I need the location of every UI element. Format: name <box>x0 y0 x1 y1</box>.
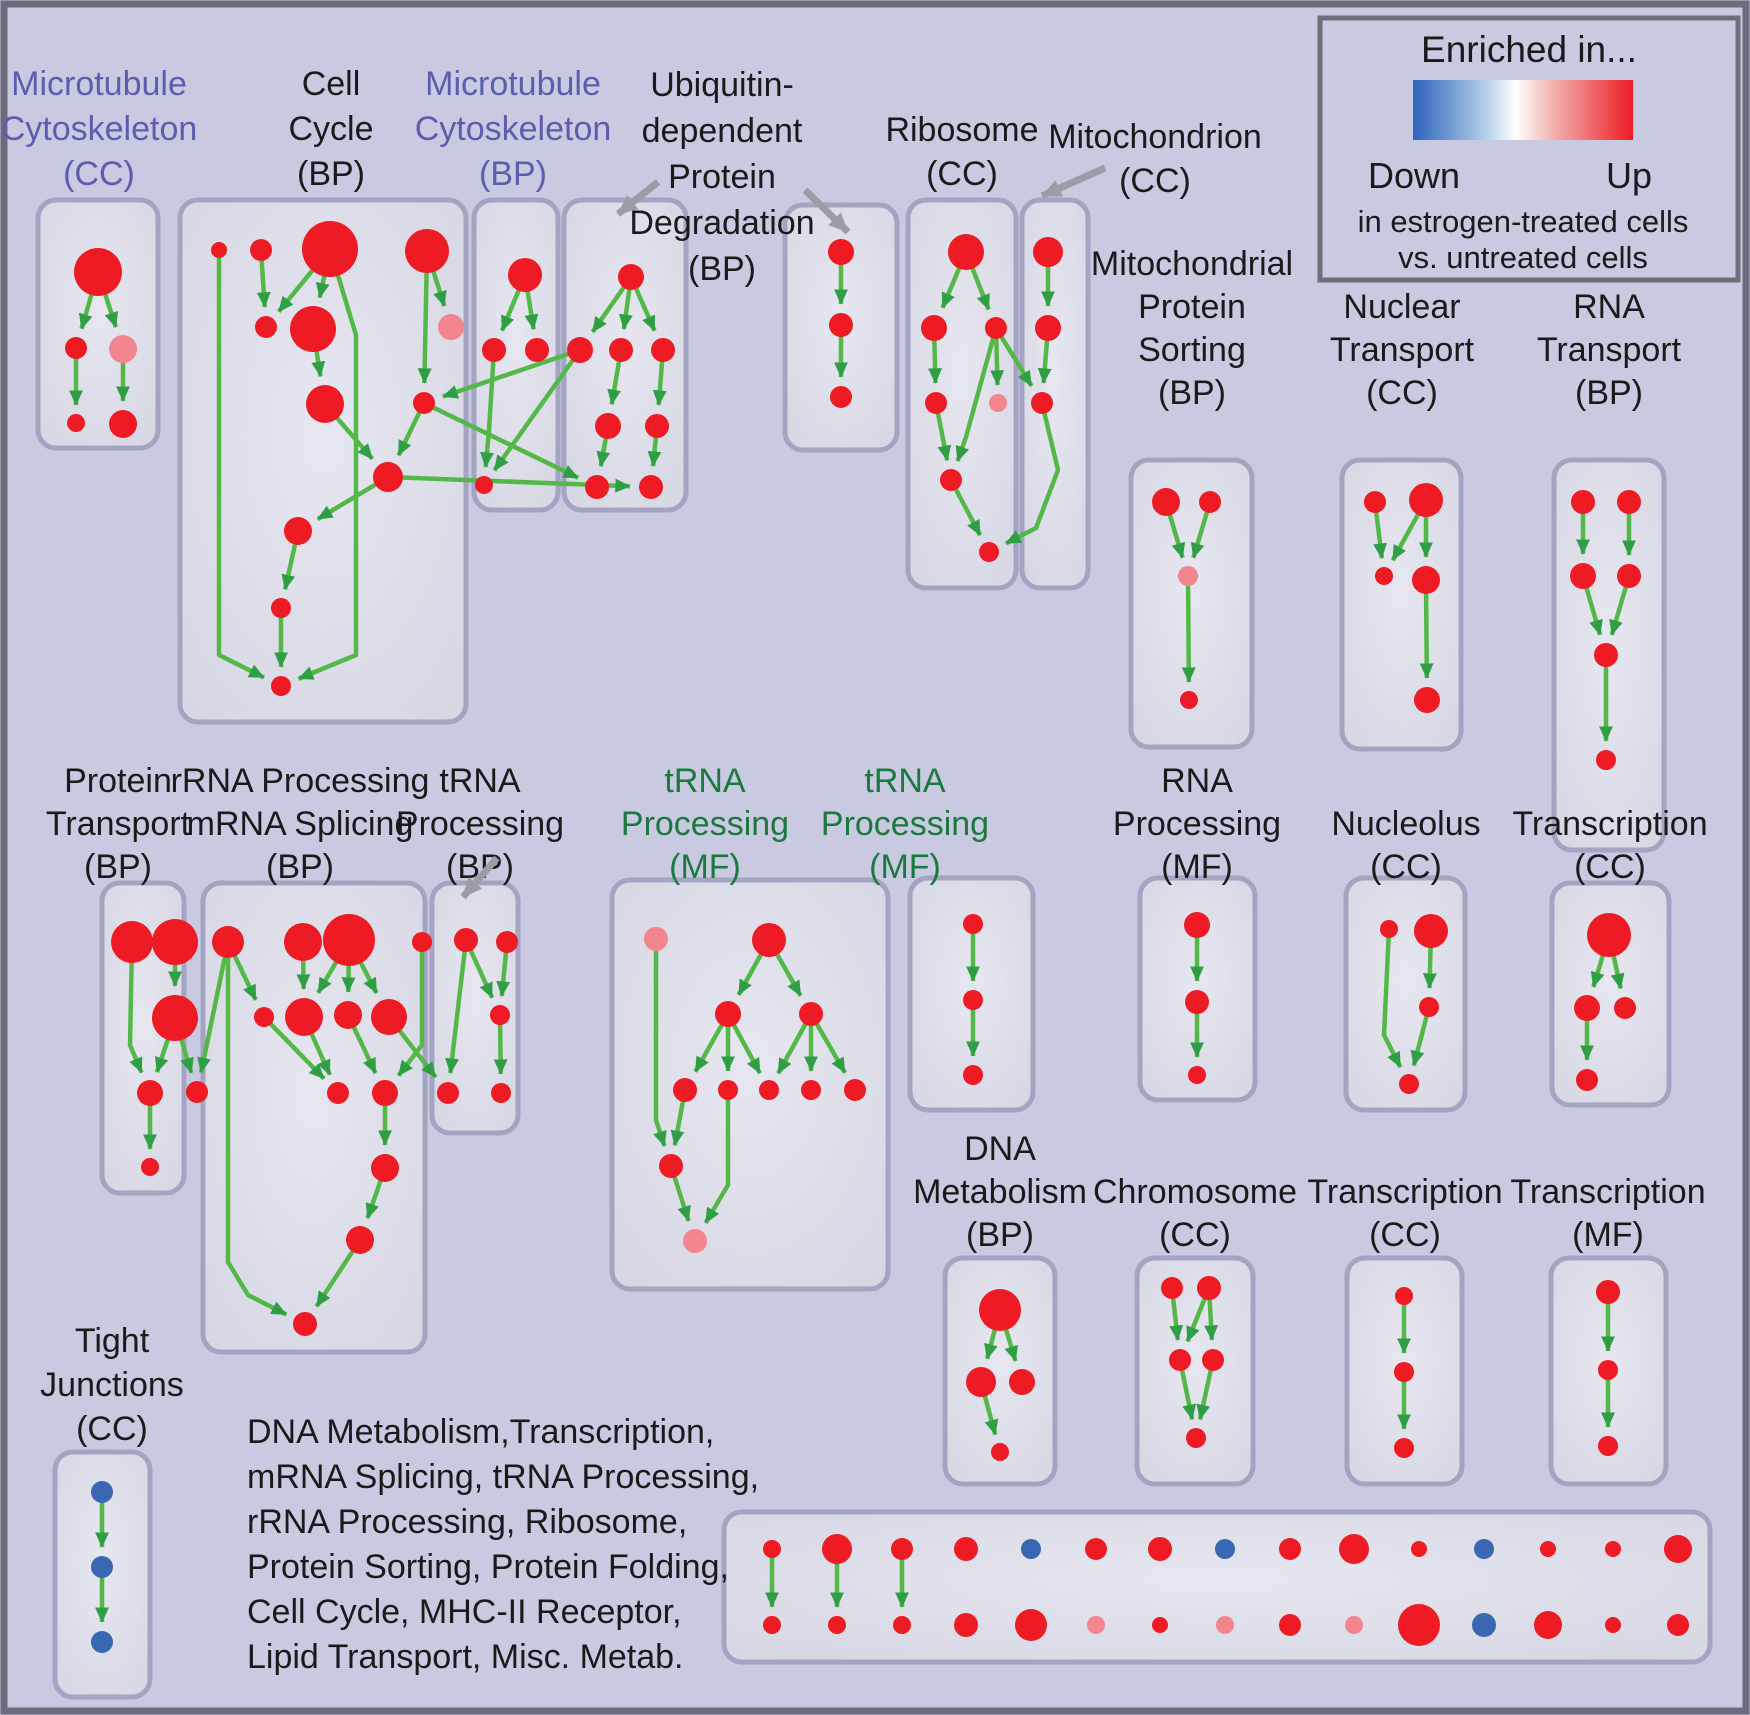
go-term-node <box>323 914 375 966</box>
group-box-microtubule-cc <box>38 200 158 448</box>
go-term-node <box>152 919 198 965</box>
go-term-node <box>525 338 549 362</box>
go-term-node <box>954 1537 978 1561</box>
go-term-node <box>1534 1611 1562 1639</box>
go-term-node <box>1085 1538 1107 1560</box>
go-term-node <box>405 229 449 273</box>
go-term-node <box>1576 1069 1598 1091</box>
go-term-node <box>639 475 663 499</box>
go-term-node <box>490 1005 510 1025</box>
cluster-label-mitochondrion-cc: Mitochondrion (CC) <box>1048 118 1262 200</box>
go-term-node <box>759 1080 779 1100</box>
go-term-node <box>763 1540 781 1558</box>
cluster-label-microtubule-cytoskeleton-bp: Microtubule Cytoskeleton (BP) <box>414 65 612 193</box>
go-term-node <box>1152 488 1180 516</box>
go-term-node <box>1472 1613 1496 1637</box>
go-term-node <box>1540 1541 1556 1557</box>
legend-down-label: Down <box>1367 155 1461 196</box>
go-term-node <box>799 1002 823 1026</box>
go-term-node <box>1188 1066 1206 1084</box>
go-term-node <box>1009 1369 1035 1395</box>
cluster-label-chromosome-cc: Chromosome (CC) <box>1092 1173 1298 1254</box>
go-term-node <box>111 921 153 963</box>
go-term-node <box>91 1631 113 1653</box>
go-term-node <box>302 221 358 277</box>
go-term-node <box>1375 567 1393 585</box>
go-term-node <box>334 1001 362 1029</box>
go-term-node <box>91 1556 113 1578</box>
go-term-node <box>284 923 322 961</box>
go-term-node <box>1474 1539 1494 1559</box>
go-term-node <box>482 338 506 362</box>
go-term-node <box>828 1616 846 1634</box>
go-term-node <box>763 1616 781 1634</box>
group-box-chromosome <box>1137 1258 1253 1484</box>
go-term-node <box>255 316 277 338</box>
go-term-node <box>1409 483 1443 517</box>
go-term-node <box>211 242 227 258</box>
go-term-node <box>373 462 403 492</box>
go-term-node <box>1398 1604 1440 1646</box>
go-term-node <box>152 995 198 1041</box>
go-term-node <box>1394 1362 1414 1382</box>
cluster-label-nucleolus-cc: Nucleolus (CC) <box>1331 805 1481 886</box>
go-term-node <box>1596 750 1616 770</box>
go-term-node <box>109 410 137 438</box>
go-term-node <box>844 1079 866 1101</box>
go-term-node <box>1667 1614 1689 1636</box>
go-term-node <box>1033 237 1063 267</box>
go-term-node <box>437 1082 459 1104</box>
group-box-nuclear-transport <box>1342 460 1461 749</box>
go-term-node <box>454 928 478 952</box>
go-term-node <box>979 542 999 562</box>
go-term-node <box>327 1082 349 1104</box>
go-term-node <box>893 1616 911 1634</box>
cluster-label-protein-transport-bp: Protein Transport (BP) <box>45 762 191 886</box>
go-term-node <box>109 335 137 363</box>
cluster-label-transcription-cc-2: Transcription (CC) <box>1307 1173 1503 1254</box>
go-term-node <box>979 1289 1021 1331</box>
cluster-label-trna-processing-mf-1: tRNA Processing (MF) <box>620 762 790 886</box>
go-term-node <box>991 1443 1009 1461</box>
go-term-node <box>1148 1537 1172 1561</box>
go-term-node <box>271 598 291 618</box>
go-term-node <box>254 1007 274 1027</box>
go-term-node <box>1614 997 1636 1019</box>
go-term-node <box>371 999 407 1035</box>
go-term-node <box>830 386 852 408</box>
go-term-node <box>1021 1539 1041 1559</box>
go-term-node <box>91 1481 113 1503</box>
go-term-node <box>609 338 633 362</box>
cluster-label-microtubule-cytoskeleton-cc: Microtubule Cytoskeleton (CC) <box>0 65 198 193</box>
go-term-node <box>829 313 853 337</box>
go-term-node <box>1605 1617 1621 1633</box>
go-term-node <box>1178 566 1198 586</box>
legend-title: Enriched in... <box>1421 29 1637 70</box>
go-term-node <box>413 392 435 414</box>
go-term-node <box>1184 912 1210 938</box>
cluster-label-transcription-mf: Transcription (MF) <box>1510 1173 1706 1254</box>
go-term-node <box>137 1080 163 1106</box>
go-term-node <box>186 1081 208 1103</box>
legend-up-label: Up <box>1605 155 1653 196</box>
go-term-node <box>1185 990 1209 1014</box>
go-term-node <box>1414 687 1440 713</box>
go-term-node <box>925 392 947 414</box>
go-term-node <box>1605 1541 1621 1557</box>
cluster-label-nuclear-transport-cc: Nuclear Transport (CC) <box>1329 288 1475 412</box>
go-term-node <box>1412 566 1440 594</box>
go-term-node <box>1380 920 1398 938</box>
go-term-node <box>948 234 984 270</box>
go-term-node <box>1598 1360 1618 1380</box>
go-term-node <box>963 990 983 1010</box>
go-term-node <box>1216 1616 1234 1634</box>
go-term-node <box>921 315 947 341</box>
go-term-node <box>496 931 518 953</box>
cluster-label-dna-metabolism-bp: DNA Metabolism (BP) <box>913 1130 1087 1254</box>
cluster-label-rna-processing-mf: RNA Processing (MF) <box>1112 762 1282 886</box>
edge-arrow <box>1188 576 1189 682</box>
go-term-node <box>1395 1287 1413 1305</box>
go-term-node <box>985 317 1007 339</box>
go-term-node <box>372 1080 398 1106</box>
go-term-node <box>1594 643 1618 667</box>
go-term-node <box>371 1154 399 1182</box>
go-term-node <box>828 239 854 265</box>
go-term-node <box>644 927 668 951</box>
go-term-node <box>285 998 323 1036</box>
go-term-node <box>1180 691 1198 709</box>
legend-gradient-bar <box>1413 80 1633 140</box>
go-term-node <box>651 338 675 362</box>
go-term-node <box>822 1534 852 1564</box>
go-term-node <box>438 314 464 340</box>
go-term-node <box>673 1078 697 1102</box>
go-term-node <box>1035 315 1061 341</box>
go-term-node <box>67 414 85 432</box>
go-term-node <box>659 1154 683 1178</box>
cluster-label-cell-cycle-bp: Cell Cycle (BP) <box>288 65 374 193</box>
cluster-label-ribosome-cc: Ribosome (CC) <box>885 111 1039 193</box>
go-term-node <box>1399 1074 1419 1094</box>
go-term-node <box>1161 1277 1183 1299</box>
go-term-node <box>1364 491 1386 513</box>
go-term-node <box>284 517 312 545</box>
go-term-node <box>1087 1616 1105 1634</box>
go-term-node <box>1279 1614 1301 1636</box>
go-term-node <box>508 258 542 292</box>
go-term-node <box>718 1080 738 1100</box>
go-term-node <box>1574 995 1600 1021</box>
go-term-node <box>74 248 122 296</box>
go-term-node <box>752 923 786 957</box>
go-term-node <box>1419 997 1439 1017</box>
legend-subtitle-line2: vs. untreated cells <box>1398 240 1648 275</box>
go-term-node <box>1152 1617 1168 1633</box>
go-term-node <box>1015 1609 1047 1641</box>
cluster-label-rna-transport-bp: RNA Transport (BP) <box>1536 288 1682 412</box>
go-term-node <box>1339 1534 1369 1564</box>
go-term-node <box>1587 913 1631 957</box>
cluster-label-transcription-cc-1: Transcription (CC) <box>1512 805 1708 886</box>
go-term-node <box>346 1226 374 1254</box>
go-term-node <box>1596 1280 1620 1304</box>
cluster-label-mitochondrial-protein-sorting-bp: Mitochondrial Protein Sorting (BP) <box>1090 245 1294 412</box>
go-term-node <box>1411 1541 1427 1557</box>
misc-cluster-note: DNA Metabolism,Transcription, mRNA Splicing, tRNA Processing, rRNA Processing, Ribosome, Protein Sorting, Protein Folding, Cell Cycle, MHC-II Receptor, Lipid Transport, Misc. Metab. <box>247 1413 760 1676</box>
go-term-node <box>1571 490 1595 514</box>
go-term-node <box>1570 563 1596 589</box>
go-term-node <box>1202 1349 1224 1371</box>
go-term-node <box>412 932 432 952</box>
go-term-node <box>567 337 593 363</box>
go-term-node <box>290 306 336 352</box>
go-term-node <box>212 926 244 958</box>
group-box-misc-cluster-strip <box>724 1512 1710 1662</box>
go-term-node <box>715 1001 741 1027</box>
go-term-node <box>645 414 669 438</box>
go-term-node <box>1197 1276 1221 1300</box>
go-term-node <box>250 239 272 261</box>
go-term-node <box>293 1312 317 1336</box>
go-term-node <box>1617 564 1641 588</box>
go-term-node <box>963 1065 983 1085</box>
go-term-node <box>963 914 983 934</box>
go-term-node <box>585 475 609 499</box>
cluster-label-trna-processing-mf-2: tRNA Processing (MF) <box>820 762 990 886</box>
go-term-node <box>1617 490 1641 514</box>
go-term-node <box>491 1083 511 1103</box>
go-term-node <box>1598 1436 1618 1456</box>
go-term-node <box>891 1538 913 1560</box>
go-term-node <box>65 337 87 359</box>
go-term-node <box>1394 1438 1414 1458</box>
go-term-node <box>966 1367 996 1397</box>
go-term-node <box>1031 392 1053 414</box>
go-term-node <box>801 1080 821 1100</box>
cluster-label-ubiquitin-degradation-bp: Ubiquitin-dependent Protein Degradation (BP) <box>629 66 815 288</box>
go-term-node <box>618 264 644 290</box>
go-term-node <box>1186 1428 1206 1448</box>
go-term-node <box>271 676 291 696</box>
legend-subtitle-line1: in estrogen-treated cells <box>1357 204 1689 239</box>
edge-arrow <box>1426 580 1427 678</box>
go-term-node <box>1345 1616 1363 1634</box>
go-term-node <box>989 394 1007 412</box>
go-term-node <box>306 385 344 423</box>
go-term-node <box>475 476 493 494</box>
go-term-node <box>595 413 621 439</box>
go-term-node <box>683 1229 707 1253</box>
go-term-node <box>1215 1539 1235 1559</box>
go-term-node <box>940 469 962 491</box>
go-term-node <box>1199 491 1221 513</box>
go-term-node <box>1279 1538 1301 1560</box>
go-term-node <box>141 1158 159 1176</box>
cluster-label-tight-junctions-cc: Tight Junctions (CC) <box>40 1322 184 1448</box>
cluster-label-rrna-processing-mrna-splicing-bp: rRNA Processing mRNA Splicing (BP) <box>170 762 430 886</box>
cluster-label-trna-processing-bp: tRNA Processing (BP) <box>395 762 565 886</box>
go-term-node <box>954 1613 978 1637</box>
go-term-node <box>1169 1349 1191 1371</box>
go-term-node <box>1414 914 1448 948</box>
go-term-node <box>1664 1535 1692 1563</box>
